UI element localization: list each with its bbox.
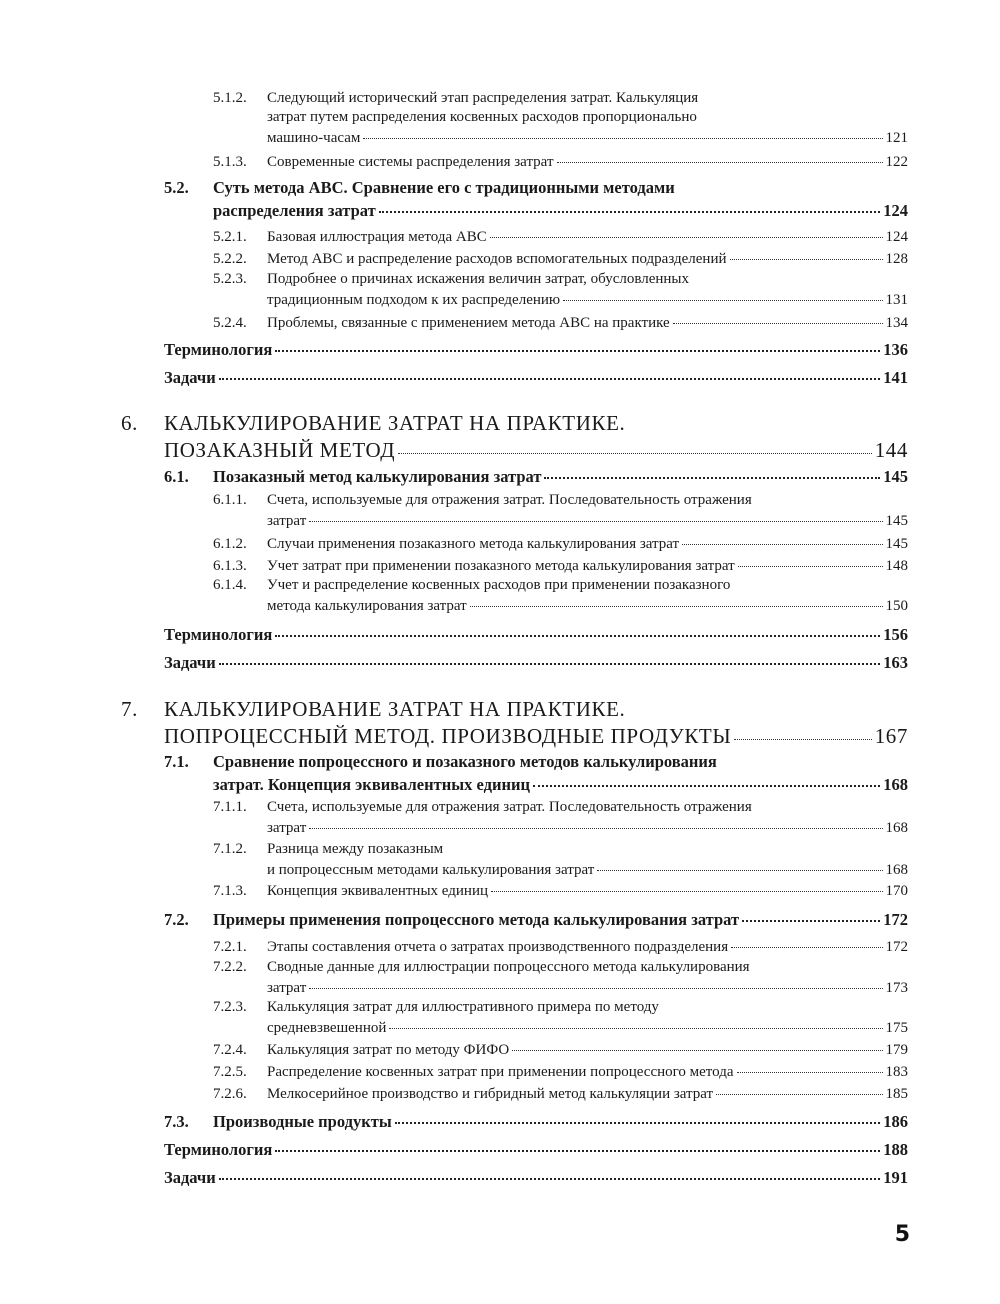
dot-leader: [731, 936, 882, 951]
toc-entry-text: затрат: [267, 820, 307, 836]
toc-entry-text: Этапы составления отчета о затратах производственного подразделения: [267, 939, 729, 955]
toc-entry-title: [267, 1039, 908, 1060]
toc-entry-line: [164, 1166, 908, 1189]
toc-entry-text: Суть метода ABC. Сравнение его с традиционными методами: [213, 178, 675, 197]
toc-entry[interactable]: [213, 798, 908, 838]
toc-entry-line: [267, 798, 908, 817]
toc-entry-number: 6.: [121, 411, 138, 435]
toc-entry[interactable]: [164, 338, 908, 361]
toc-entry-line: [267, 510, 908, 531]
toc-entry[interactable]: [164, 651, 908, 674]
toc-entry-number: 7.2.2.: [213, 959, 247, 975]
toc-entry-number: 5.2.2.: [213, 251, 247, 267]
toc-entry-line: [164, 651, 908, 674]
toc-entry-line: [267, 817, 908, 838]
toc-entry-page: 163: [883, 652, 908, 672]
toc-entry-text: затрат: [267, 980, 307, 996]
toc-entry[interactable]: [213, 958, 908, 998]
toc-entry-title: [267, 491, 908, 531]
toc-entry-page: 124: [885, 229, 908, 245]
toc-entry-page: 156: [883, 624, 908, 644]
toc-entry-line: [267, 859, 908, 880]
toc-entry-number: 6.1.4.: [213, 577, 247, 593]
toc-entry-line: [164, 697, 908, 722]
toc-entry-text: КАЛЬКУЛИРОВАНИЕ ЗАТРАТ НА ПРАКТИКЕ.: [164, 411, 626, 435]
toc-entry-line: [213, 908, 908, 931]
toc-entry[interactable]: [213, 248, 908, 269]
dot-leader: [219, 651, 881, 668]
toc-entry-text: Концепция эквивалентных единиц: [267, 883, 488, 899]
toc-entry-text: и попроцессным методами калькулирования затрат: [267, 862, 595, 878]
dot-leader: [309, 977, 882, 992]
toc-entry-number: 7.1.1.: [213, 799, 247, 815]
toc-entry[interactable]: [164, 1166, 908, 1189]
toc-entry-title: [164, 411, 908, 463]
toc-entry-line: [267, 226, 908, 247]
toc-entry-page: 131: [885, 292, 908, 308]
toc-entry-text: Задачи: [164, 367, 216, 387]
toc-entry-line: [267, 1061, 908, 1082]
toc-entry-number: 7.3.: [164, 1111, 189, 1131]
toc-entry-text: Базовая иллюстрация метода ABC: [267, 229, 487, 245]
toc-entry-page: 150: [885, 598, 908, 614]
toc-entry[interactable]: [213, 840, 908, 880]
toc-entry-line: [267, 1017, 908, 1038]
toc-entry[interactable]: [164, 177, 908, 222]
toc-entry-text: средневзвешенной: [267, 1020, 387, 1036]
toc-entry-line: [267, 270, 908, 289]
dot-leader: [275, 338, 880, 355]
toc-entry[interactable]: [213, 576, 908, 616]
dot-leader: [491, 880, 883, 895]
toc-entry-title: [164, 1166, 908, 1189]
toc-entry-text: Счета, используемые для отражения затрат. Последовательность отражения: [267, 492, 752, 508]
toc-entry-number: 7.2.3.: [213, 999, 247, 1015]
toc-entry-text: Производные продукты: [213, 1111, 392, 1131]
toc-entry-title: [267, 576, 908, 616]
toc-entry-line: [267, 248, 908, 269]
toc-entry[interactable]: [213, 89, 908, 148]
dot-leader: [470, 595, 883, 610]
toc-entry-title: [267, 958, 908, 998]
toc-entry-text: Калькуляция затрат по методу ФИФО: [267, 1042, 510, 1058]
toc-entry-number: 5.2.: [164, 178, 189, 197]
toc-entry[interactable]: [213, 936, 908, 957]
toc-entry-title: [267, 798, 908, 838]
dot-leader: [738, 555, 883, 570]
toc-entry[interactable]: [213, 491, 908, 531]
toc-entry-line: [267, 977, 908, 998]
toc-entry-title: [267, 936, 908, 957]
toc-entry-number: 6.1.1.: [213, 492, 247, 508]
toc-entry[interactable]: [164, 908, 908, 931]
toc-entry-line: [213, 465, 908, 488]
toc-entry-page: 148: [885, 558, 908, 574]
toc-entry-text: КАЛЬКУЛИРОВАНИЕ ЗАТРАТ НА ПРАКТИКЕ.: [164, 697, 626, 721]
toc-entry-number: 7.2.6.: [213, 1086, 247, 1102]
toc-entry-title: [213, 465, 908, 488]
toc-entry-text: Примеры применения попроцессного метода калькулирования затрат: [213, 909, 740, 929]
toc-entry-text: Современные системы распределения затрат: [267, 154, 554, 170]
toc-entry-page: 168: [883, 774, 908, 794]
toc-entry-line: [267, 1039, 908, 1060]
toc-entry-text: Задачи: [164, 1167, 216, 1187]
toc-entry-page: 145: [883, 466, 908, 486]
toc-entry[interactable]: [213, 312, 908, 333]
toc-entry-text: Счета, используемые для отражения затрат. Последовательность отражения: [267, 799, 752, 815]
dot-leader: [737, 1061, 883, 1076]
toc-entry-line: [267, 151, 908, 172]
dot-leader: [597, 859, 882, 874]
toc-entry[interactable]: [121, 697, 908, 749]
toc-entry-title: [267, 89, 908, 148]
dot-leader: [490, 226, 883, 241]
toc-entry-text: затрат. Концепция эквивалентных единиц: [213, 774, 530, 794]
toc-entry-number: 7.2.4.: [213, 1042, 247, 1058]
dot-leader: [395, 1110, 881, 1127]
toc-entry[interactable]: [213, 270, 908, 310]
toc-entry-line: [213, 199, 908, 222]
toc-entry-title: [267, 1061, 908, 1082]
toc-entry-title: [164, 623, 908, 646]
toc-entry-title: [213, 177, 908, 222]
toc-entry-line: [164, 1138, 908, 1161]
toc-entry-line: [267, 958, 908, 977]
toc-entry-number: 6.1.2.: [213, 536, 247, 552]
toc-entry-text: Задачи: [164, 652, 216, 672]
dot-leader: [275, 1138, 880, 1155]
toc-entry-line: [164, 338, 908, 361]
toc-entry-page: 173: [885, 980, 908, 996]
toc-entry-number: 6.1.3.: [213, 558, 247, 574]
toc-entry-title: [267, 151, 908, 172]
toc-entry-line: [213, 751, 908, 773]
dot-leader: [275, 623, 880, 640]
toc-entry-number: 7.1.2.: [213, 841, 247, 857]
toc-entry-page: 172: [883, 909, 908, 929]
toc-entry[interactable]: [164, 465, 908, 488]
toc-entry[interactable]: [164, 1138, 908, 1161]
dot-leader: [533, 773, 880, 790]
toc-entry[interactable]: [213, 226, 908, 247]
dot-leader: [389, 1017, 882, 1032]
toc-entry-line: [267, 127, 908, 148]
page-number: 5: [894, 1222, 910, 1247]
toc-entry-title: [267, 880, 908, 901]
toc-entry-line: [267, 533, 908, 554]
toc-entry-text: метода калькулирования затрат: [267, 598, 467, 614]
toc-entry-number: 7.2.5.: [213, 1064, 247, 1080]
toc-entry-page: 168: [885, 862, 908, 878]
toc-entry-number: 6.1.: [164, 466, 189, 486]
dot-leader: [682, 533, 882, 548]
toc-entry[interactable]: [213, 1083, 908, 1104]
toc-entry-title: [267, 1083, 908, 1104]
dot-leader: [563, 289, 882, 304]
toc-entry-text: Сравнение попроцессного и позаказного методов калькулирования: [213, 752, 717, 771]
toc-entry[interactable]: [213, 533, 908, 554]
toc-entry-number: 7.1.3.: [213, 883, 247, 899]
toc-entry-title: [267, 312, 908, 333]
toc-entry[interactable]: [121, 411, 908, 463]
toc-entry[interactable]: [164, 1110, 908, 1133]
toc-entry-page: 185: [885, 1086, 908, 1102]
toc-entry-page: 175: [885, 1020, 908, 1036]
toc-entry[interactable]: [164, 751, 908, 796]
toc-entry-line: [213, 177, 908, 199]
toc-entry-line: [164, 411, 908, 436]
toc-entry-title: [267, 226, 908, 247]
dot-leader: [309, 510, 882, 525]
toc-entry-page: 168: [885, 820, 908, 836]
dot-leader: [673, 312, 883, 327]
toc-entry-text: Учет затрат при применении позаказного метода калькулирования затрат: [267, 558, 735, 574]
toc-entry-title: [164, 338, 908, 361]
toc-entry-line: [213, 773, 908, 796]
toc-entry-line: [267, 998, 908, 1017]
toc-entry-text: Проблемы, связанные с применением метода ABC на практике: [267, 315, 670, 331]
toc-entry-title: [164, 697, 908, 749]
dot-leader: [716, 1083, 882, 1098]
toc-entry-text: Учет и распределение косвенных расходов при применении позаказного: [267, 577, 731, 593]
toc-entry-line: [267, 89, 908, 108]
toc-entry-number: 5.1.3.: [213, 154, 247, 170]
toc-entry-line: [267, 289, 908, 310]
toc-entry-page: 134: [885, 315, 908, 331]
toc-entry-line: [267, 880, 908, 901]
toc-entry-title: [213, 1110, 908, 1133]
toc-entry-line: [164, 436, 908, 463]
dot-leader: [512, 1039, 882, 1054]
toc-entry-title: [164, 651, 908, 674]
dot-leader: [398, 436, 872, 457]
dot-leader: [734, 722, 871, 743]
toc-entry-text: ПОПРОЦЕССНЫЙ МЕТОД. ПРОИЗВОДНЫЕ ПРОДУКТЫ: [164, 724, 732, 748]
toc-entry-line: [164, 623, 908, 646]
dot-leader: [363, 127, 882, 142]
toc-entry-title: [267, 555, 908, 576]
toc-entry-title: [164, 1138, 908, 1161]
toc-entry-text: Подробнее о причинах искажения величин затрат, обусловленных: [267, 271, 690, 287]
toc-entry[interactable]: [164, 623, 908, 646]
toc-entry-text: Случаи применения позаказного метода калькулирования затрат: [267, 536, 680, 552]
toc-entry-page: 145: [885, 536, 908, 552]
toc-entry[interactable]: [213, 151, 908, 172]
toc-entry-number: 7.2.: [164, 909, 189, 929]
toc-entry-title: [267, 840, 908, 880]
toc-entry-page: 186: [883, 1111, 908, 1131]
toc-entry-page: 170: [885, 883, 908, 899]
toc-entry-text: затрат путем распределения косвенных расходов пропорционально: [267, 109, 697, 125]
toc-entry-page: 122: [885, 154, 908, 170]
toc-entry-text: Следующий исторический этап распределения затрат. Калькуляция: [267, 90, 699, 106]
toc-entry-line: [267, 595, 908, 616]
dot-leader: [742, 908, 880, 925]
toc-entry-page: 124: [883, 200, 908, 220]
toc-entry-page: 144: [874, 438, 908, 462]
toc-entry-page: 183: [885, 1064, 908, 1080]
toc-entry-text: затрат: [267, 513, 307, 529]
toc-entry-page: 188: [883, 1139, 908, 1159]
toc-entry-line: [267, 576, 908, 595]
toc-entry-title: [267, 248, 908, 269]
toc-entry-line: [267, 555, 908, 576]
toc-entry-number: 7.2.1.: [213, 939, 247, 955]
dot-leader: [219, 366, 881, 383]
toc-entry-text: Калькуляция затрат для иллюстративного примера по методу: [267, 999, 659, 1015]
toc-entry-title: [164, 366, 908, 389]
toc-entry[interactable]: [213, 998, 908, 1038]
toc-entry-page: 136: [883, 339, 908, 359]
toc-entry-text: Разница между позаказным: [267, 841, 444, 857]
toc-entry-line: [267, 840, 908, 859]
toc-entry[interactable]: [213, 1039, 908, 1060]
toc-entry-text: традиционным подходом к их распределению: [267, 292, 561, 308]
toc-entry-text: Сводные данные для иллюстрации попроцессного метода калькулирования: [267, 959, 750, 975]
dot-leader: [309, 817, 882, 832]
toc-entry-text: Терминология: [164, 624, 273, 644]
toc-entry-text: распределения затрат: [213, 200, 376, 220]
toc-entry-line: [267, 1083, 908, 1104]
toc-entry-text: Метод ABC и распределение расходов вспомогательных подразделений: [267, 251, 727, 267]
toc-entry-title: [267, 270, 908, 310]
toc-entry-number: 5.2.3.: [213, 271, 247, 287]
toc-entry-text: Мелкосерийное производство и гибридный метод калькуляции затрат: [267, 1086, 714, 1102]
toc-entry-page: 191: [883, 1167, 908, 1187]
toc-entry[interactable]: [213, 880, 908, 901]
toc-entry-number: 7.: [121, 697, 138, 721]
toc-entry-page: 179: [885, 1042, 908, 1058]
toc-entry-page: 141: [883, 367, 908, 387]
toc-entry[interactable]: [213, 555, 908, 576]
dot-leader: [544, 465, 880, 482]
dot-leader: [219, 1166, 881, 1183]
toc-entry-text: машино-часам: [267, 130, 361, 146]
toc-entry-page: 128: [885, 251, 908, 267]
toc-entry-title: [267, 998, 908, 1038]
toc-entry-line: [267, 491, 908, 510]
dot-leader: [730, 248, 883, 263]
dot-leader: [557, 151, 883, 166]
toc-entry-text: Терминология: [164, 339, 273, 359]
toc-entry-page: 145: [885, 513, 908, 529]
toc-entry[interactable]: [164, 366, 908, 389]
toc-entry-text: Позаказный метод калькулирования затрат: [213, 466, 542, 486]
toc-entry-text: Распределение косвенных затрат при применении попроцессного метода: [267, 1064, 734, 1080]
toc-entry[interactable]: [213, 1061, 908, 1082]
toc-entry-number: 5.2.4.: [213, 315, 247, 331]
toc-entry-line: [267, 936, 908, 957]
toc-entry-number: 7.1.: [164, 752, 189, 771]
toc-entry-title: [213, 751, 908, 796]
toc-entry-page: 172: [885, 939, 908, 955]
toc-entry-text: ПОЗАКАЗНЫЙ МЕТОД: [164, 438, 396, 462]
dot-leader: [379, 199, 881, 216]
toc-entry-line: [267, 108, 908, 127]
toc-entry-line: [164, 722, 908, 749]
toc-entry-line: [164, 366, 908, 389]
toc-entry-text: Терминология: [164, 1139, 273, 1159]
toc-entry-page: 121: [885, 130, 908, 146]
toc-entry-line: [267, 312, 908, 333]
toc-entry-number: 5.2.1.: [213, 229, 247, 245]
toc-entry-page: 167: [874, 724, 908, 748]
toc-entry-title: [267, 533, 908, 554]
toc-entry-title: [213, 908, 908, 931]
toc-entry-line: [213, 1110, 908, 1133]
toc-entry-number: 5.1.2.: [213, 90, 247, 106]
